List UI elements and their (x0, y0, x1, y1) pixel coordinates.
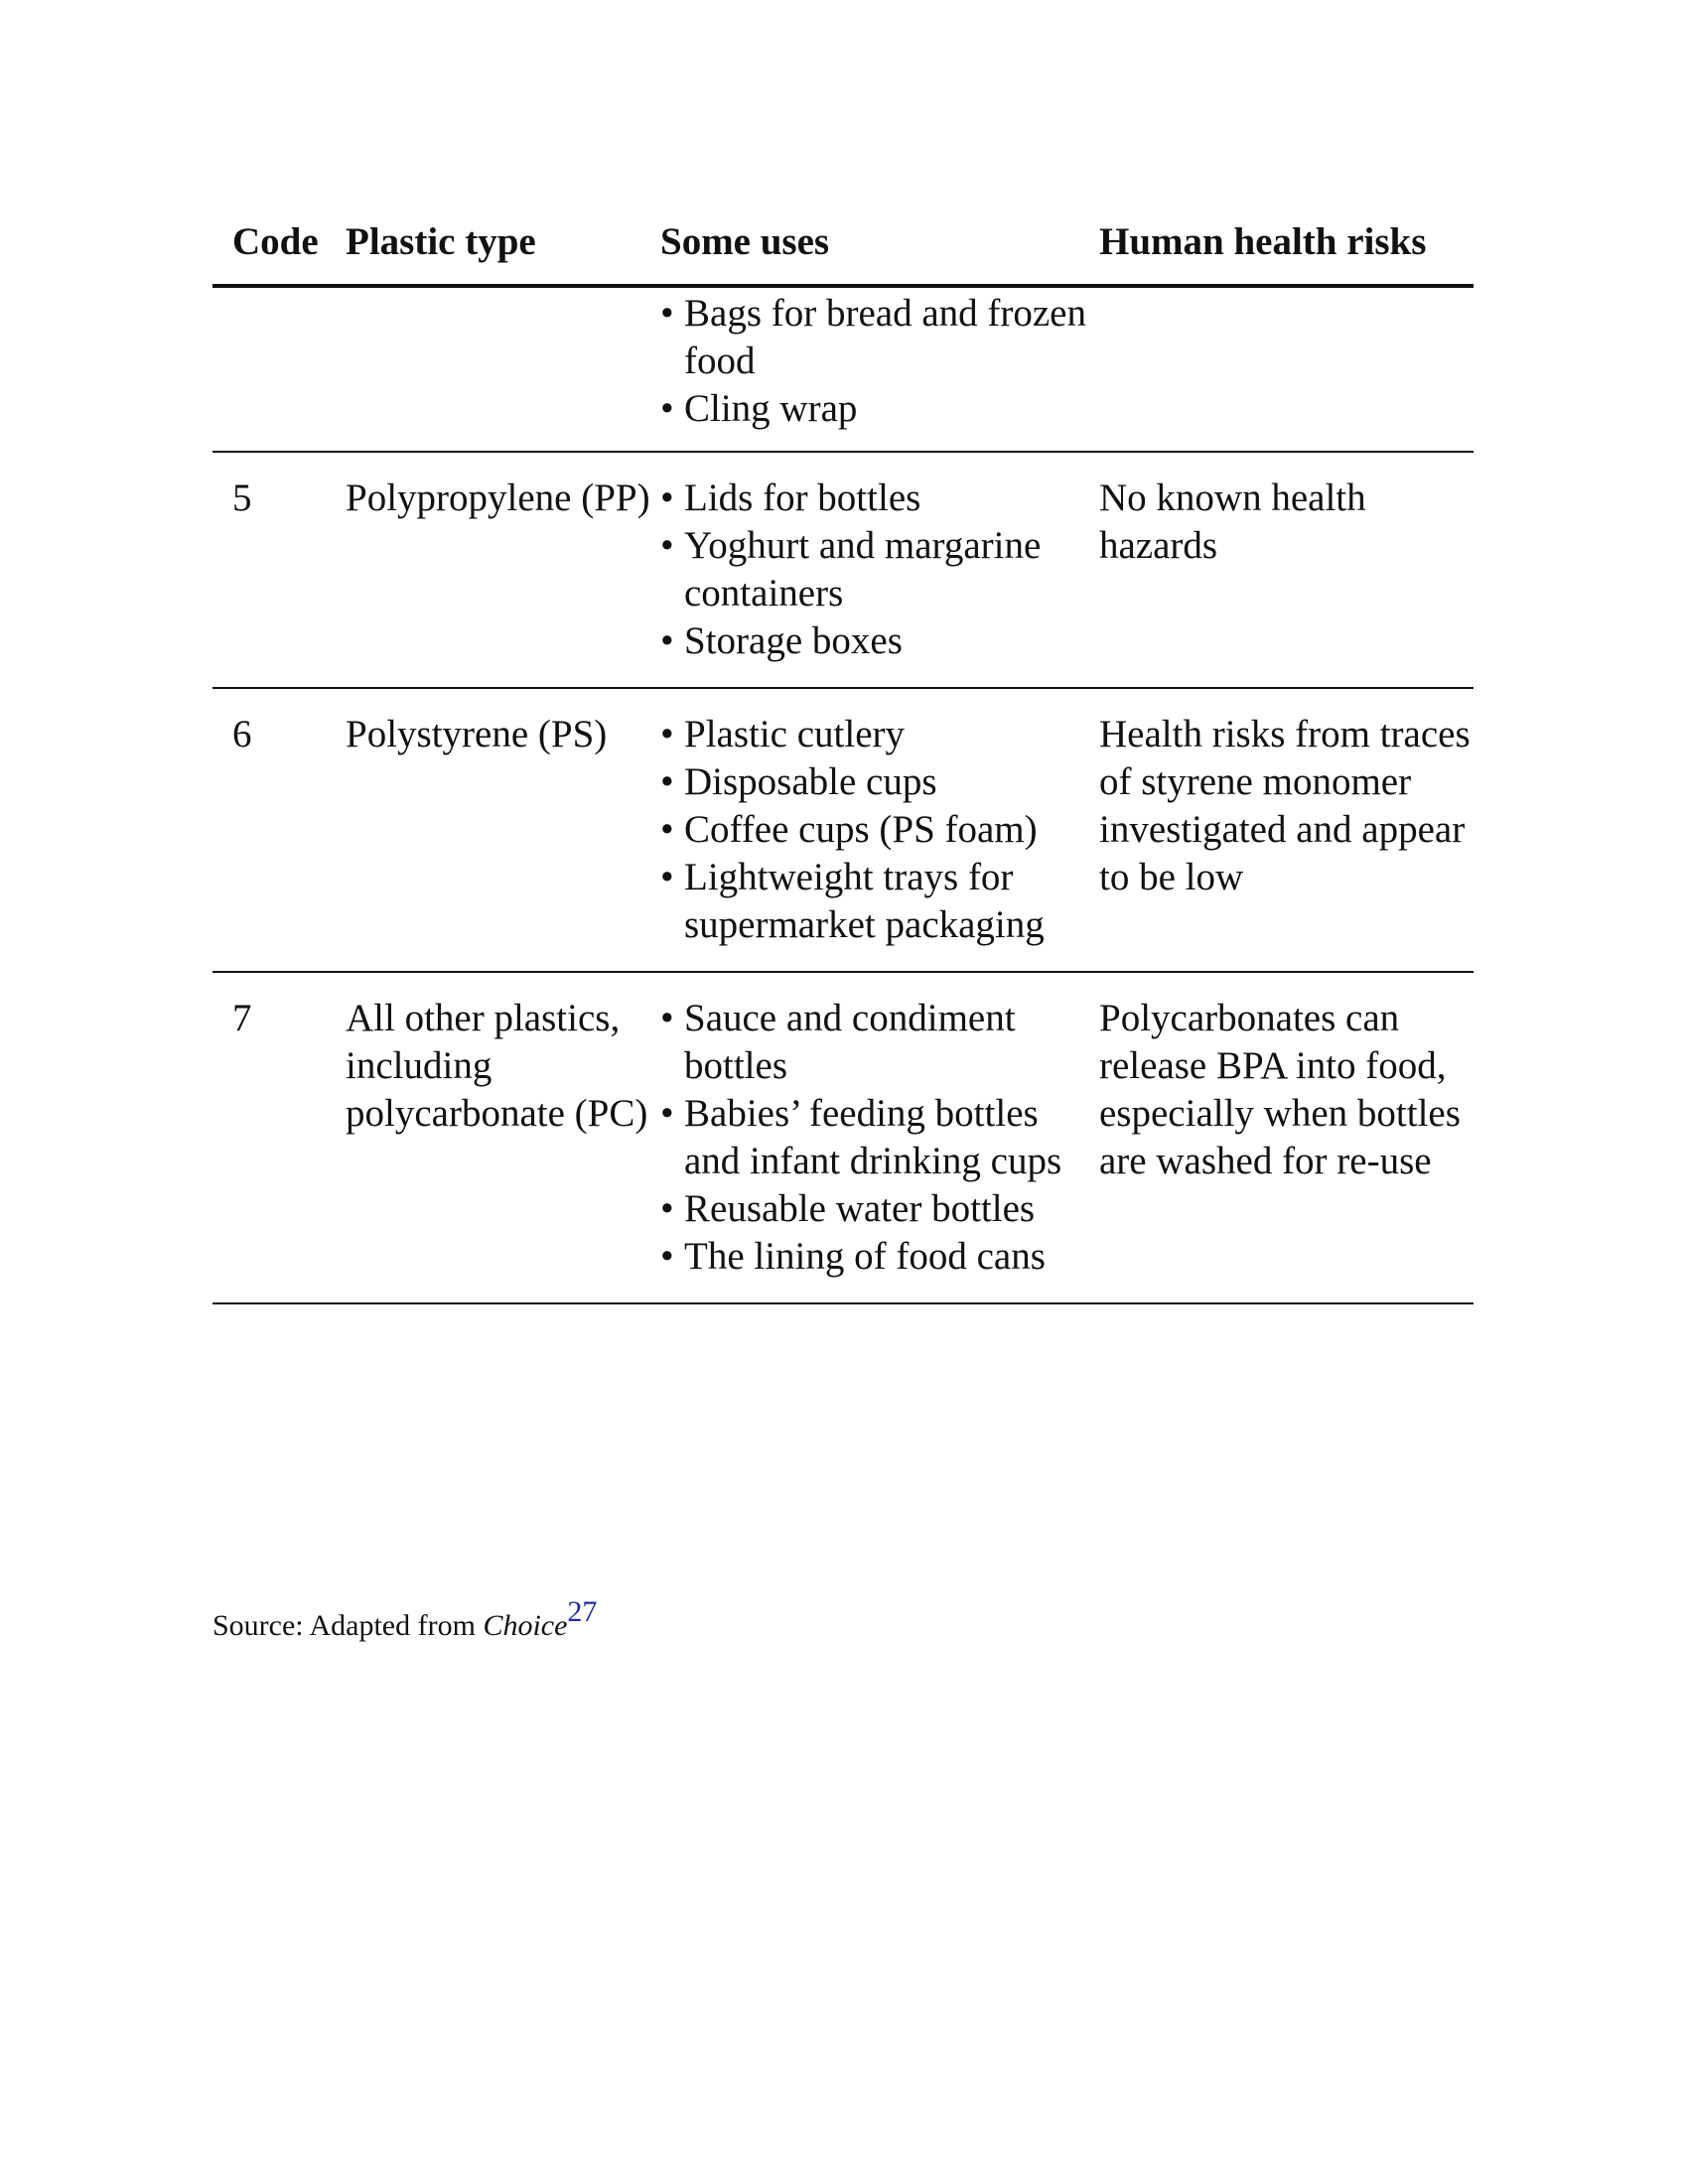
bullet-icon: • (660, 1235, 674, 1278)
uses-item-text: Yoghurt and margarine containers (684, 524, 1042, 614)
uses-item-text: Lightweight trays for supermarket packaging (684, 856, 1045, 946)
cell-code (212, 290, 346, 433)
uses-list-item (660, 290, 1099, 385)
table-row (212, 288, 1474, 453)
uses-list (660, 290, 1099, 433)
uses-list-item (660, 1090, 1099, 1185)
bullet-icon: • (660, 1092, 674, 1135)
uses-item-text: Cling wrap (684, 387, 858, 430)
cell-plastic-type: Polypropylene (PP) (346, 477, 650, 519)
uses-list-item (660, 617, 1099, 665)
bullet-icon: • (660, 387, 674, 430)
uses-list-item (660, 711, 1099, 758)
cell-uses (660, 475, 1099, 665)
uses-item-text: Bags for bread and frozen food (684, 292, 1086, 382)
bullet-icon: • (660, 808, 674, 851)
uses-list-item (660, 385, 1099, 433)
cell-health-risks: No known health hazards (1099, 477, 1366, 567)
footnote-reference[interactable]: 27 (567, 1595, 598, 1628)
uses-list-item (660, 806, 1099, 854)
uses-list-item (660, 522, 1099, 617)
header-code: Code (232, 220, 319, 263)
table-row (212, 689, 1474, 973)
header-plastic-type: Plastic type (346, 220, 536, 263)
source-note (212, 1595, 598, 1646)
bullet-icon: • (660, 524, 674, 567)
uses-item-text: Lids for bottles (684, 477, 921, 519)
table-body (212, 288, 1474, 1304)
bullet-icon: • (660, 760, 674, 803)
cell-health-risks: Polycarbonates can release BPA into food, especially when bottles are washed for re-use (1099, 997, 1461, 1182)
bullet-icon: • (660, 292, 674, 335)
uses-list-item (660, 854, 1099, 949)
bullet-icon: • (660, 619, 674, 662)
cell-code: 7 (232, 997, 252, 1039)
uses-item-text: Storage boxes (684, 619, 903, 662)
uses-item-text: Plastic cutlery (684, 713, 906, 755)
uses-list (660, 711, 1099, 949)
header-some-uses: Some uses (660, 220, 830, 263)
source-title: Choice (483, 1609, 568, 1642)
cell-uses (660, 711, 1099, 949)
cell-health-risks (1099, 290, 1474, 433)
uses-item-text: Coffee cups (PS foam) (684, 808, 1038, 851)
cell-plastic-type (346, 290, 660, 433)
uses-list (660, 995, 1099, 1281)
uses-list (660, 475, 1099, 665)
cell-uses (660, 995, 1099, 1281)
cell-uses (660, 290, 1099, 433)
uses-list-item (660, 995, 1099, 1090)
bullet-icon: • (660, 477, 674, 519)
bullet-icon: • (660, 856, 674, 898)
uses-item-text: The lining of food cans (684, 1235, 1046, 1278)
bullet-icon: • (660, 997, 674, 1039)
uses-list-item (660, 758, 1099, 806)
cell-code: 6 (232, 713, 252, 755)
bullet-icon: • (660, 713, 674, 755)
cell-health-risks: Health risks from traces of styrene monomer investigated and appear to be low (1099, 713, 1471, 898)
uses-list-item (660, 1185, 1099, 1233)
uses-list-item (660, 1233, 1099, 1281)
header-health-risks: Human health risks (1099, 220, 1427, 263)
uses-list-item (660, 475, 1099, 522)
uses-item-text: Babies’ feeding bottles and infant drinking cups (684, 1092, 1062, 1182)
uses-item-text: Reusable water bottles (684, 1187, 1036, 1230)
bullet-icon: • (660, 1187, 674, 1230)
table-row (212, 453, 1474, 689)
cell-code: 5 (232, 477, 252, 519)
cell-plastic-type: Polystyrene (PS) (346, 713, 608, 755)
uses-item-text: Disposable cups (684, 760, 937, 803)
plastics-table (212, 208, 1474, 1304)
table-row (212, 973, 1474, 1304)
cell-plastic-type: All other plastics, including polycarbonate (PC) (346, 997, 648, 1135)
uses-item-text: Sauce and condiment bottles (684, 997, 1016, 1087)
source-prefix: Source: Adapted from (212, 1609, 484, 1642)
table-header-row (212, 208, 1474, 288)
